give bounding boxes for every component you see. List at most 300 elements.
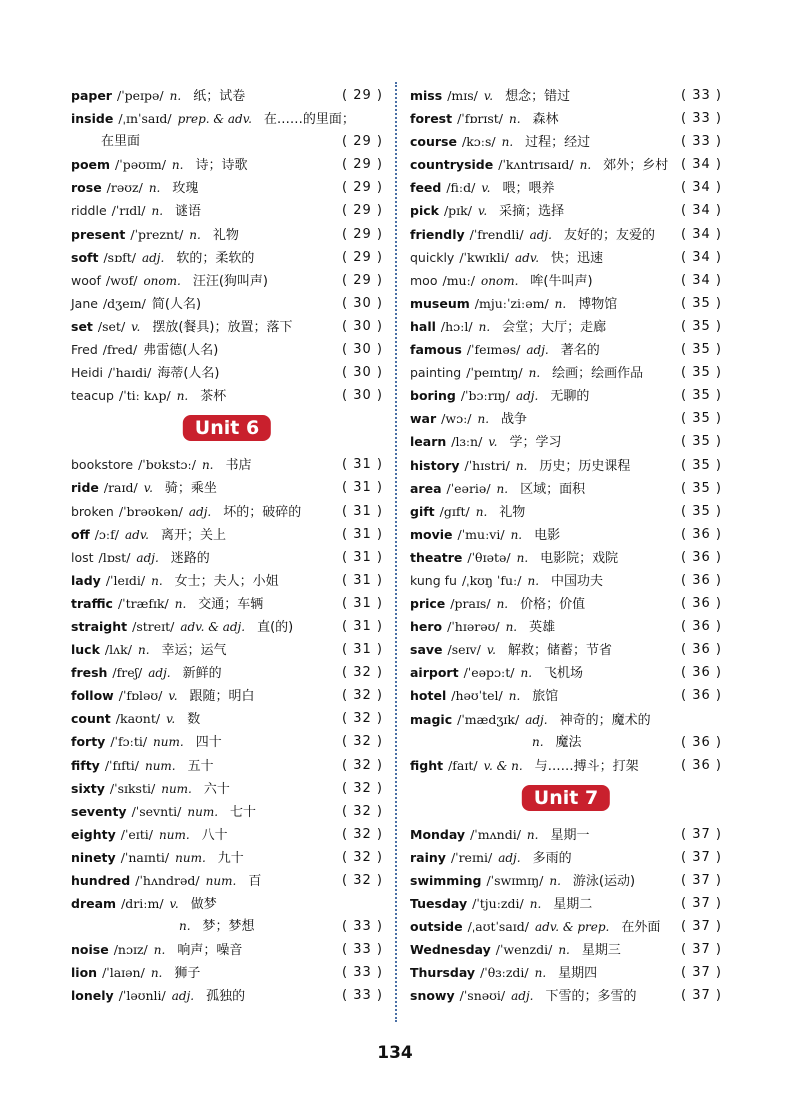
entry-meaning: 喂；喂养 — [502, 181, 555, 197]
entry-part-of-speech: adj. — [511, 989, 534, 1004]
entry-word: traffic — [71, 595, 113, 611]
vocab-entry — [71, 961, 383, 984]
entry-page-ref: ( 35 ) — [681, 365, 722, 381]
entry-part-of-speech: n. — [528, 366, 541, 381]
entry-phonetic: /raɪd/ — [103, 480, 138, 496]
vocab-entry — [410, 407, 722, 430]
entry-meaning: 著名的 — [560, 343, 600, 359]
entry-word: sixty — [71, 780, 105, 796]
entry-part-of-speech: n. — [148, 181, 161, 196]
vocab-entry — [71, 615, 383, 638]
entry-phonetic: /ˈpeɪntɪŋ/ — [466, 365, 523, 381]
vocab-entry — [410, 846, 722, 869]
entry-word: movie — [410, 526, 453, 542]
entry-meaning: 旅馆 — [532, 689, 559, 705]
entry-part-of-speech: num. — [205, 874, 237, 888]
entry-meaning: 星期二 — [553, 897, 593, 913]
entry-page-ref: ( 33 ) — [342, 965, 383, 981]
entry-part-of-speech: onom. — [481, 273, 519, 288]
entry-phonetic: /pɪk/ — [443, 203, 472, 219]
vocab-entry — [410, 246, 722, 269]
entry-part-of-speech: n. — [189, 227, 201, 242]
entry-meaning: 诗；诗歌 — [195, 158, 248, 174]
entry-word: seventy — [71, 803, 127, 819]
vocab-entry — [410, 915, 722, 938]
vocab-entry — [410, 823, 722, 846]
entry-phonetic: /ˈpeɪpə/ — [116, 88, 164, 103]
entry-word: miss — [410, 88, 443, 103]
entry-phonetic: /ˈtræfɪk/ — [117, 595, 169, 611]
entry-part-of-speech: num. — [175, 850, 206, 865]
entry-phonetic: /seɪv/ — [447, 642, 481, 658]
entry-page-ref: ( 34 ) — [681, 203, 722, 219]
entry-part-of-speech: adv. & adj. — [180, 619, 246, 634]
vocab-entry — [410, 615, 722, 638]
entry-phonetic: /ˈmædʒɪk/ — [457, 711, 520, 727]
entry-phonetic: /ˈlaɪən/ — [102, 965, 145, 981]
entry-page-ref: ( 31 ) — [342, 572, 383, 588]
entry-meaning: 六十 — [203, 781, 230, 797]
entry-word: course — [410, 134, 457, 150]
entry-part-of-speech: v. — [483, 89, 494, 103]
vocab-entry — [410, 638, 722, 661]
vocab-entry — [71, 176, 383, 199]
vocab-entry — [71, 453, 383, 476]
entry-phonetic: /ˈhʌndrəd/ — [135, 873, 200, 888]
vocab-entry — [71, 292, 383, 315]
entry-page-ref: ( 33 ) — [342, 919, 383, 935]
vocab-entry — [410, 892, 722, 915]
entry-page-ref: ( 31 ) — [342, 503, 383, 519]
entry-meaning: 坏的；破碎的 — [223, 504, 302, 520]
entry-phonetic: /ˈfɒləʊ/ — [118, 688, 163, 704]
entry-page-ref: ( 35 ) — [681, 457, 722, 473]
entry-part-of-speech: n. — [579, 158, 592, 173]
entry-page-ref: ( 35 ) — [681, 503, 722, 519]
entry-meaning: 历史；历史课程 — [539, 458, 631, 474]
vocab-entry — [71, 199, 383, 222]
vocab-entry — [410, 592, 722, 615]
entry-page-ref: ( 35 ) — [681, 434, 722, 450]
entry-phonetic: /ˈθɪətə/ — [467, 549, 511, 565]
entry-part-of-speech: v. — [166, 712, 176, 727]
entry-phonetic: /ˈkwɪkli/ — [459, 249, 510, 265]
entry-part-of-speech: n. — [179, 919, 191, 934]
entry-meaning: 星期一 — [550, 827, 590, 843]
vocab-entry — [410, 661, 722, 684]
entry-meaning: 响声；噪音 — [177, 943, 243, 959]
entry-word: present — [71, 226, 126, 242]
entry-word: fight — [410, 757, 444, 773]
entry-page-ref: ( 29 ) — [342, 157, 383, 173]
entry-page-ref: ( 37 ) — [681, 942, 722, 958]
vocab-entry — [71, 107, 383, 130]
vocab-entry — [410, 546, 722, 569]
entry-page-ref: ( 29 ) — [342, 272, 383, 288]
entry-part-of-speech: n. — [505, 620, 518, 635]
entry-page-ref: ( 35 ) — [681, 388, 722, 404]
vocab-entry — [410, 153, 722, 176]
entry-part-of-speech: v. — [143, 481, 153, 496]
vocab-entry — [410, 961, 722, 984]
entry-page-ref: ( 37 ) — [681, 919, 722, 935]
entry-page-ref: ( 32 ) — [342, 780, 383, 796]
entry-part-of-speech: n. — [478, 319, 491, 334]
entry-word: rose — [71, 180, 102, 196]
entry-word: magic — [410, 711, 453, 727]
entry-phonetic: /ˈbʊkstɔː/ — [138, 457, 196, 473]
entry-page-ref: ( 36 ) — [681, 688, 722, 704]
entry-phonetic: /faɪt/ — [448, 757, 478, 773]
vocab-entry — [71, 546, 383, 569]
entry-meaning: 谜语 — [175, 204, 202, 220]
vocab-entry — [71, 800, 383, 823]
entry-word: Heidi — [71, 365, 103, 381]
entry-part-of-speech: n. — [510, 527, 523, 542]
entry-part-of-speech: n. — [475, 504, 488, 519]
vocab-entry — [410, 176, 722, 199]
entry-meaning: 纸；试卷 — [193, 89, 246, 104]
entry-word: teacup — [71, 388, 114, 404]
entry-word: dream — [71, 896, 117, 912]
entry-meaning: 区域；面积 — [520, 481, 586, 497]
entry-phonetic: /ˈfɒrɪst/ — [457, 111, 503, 127]
entry-word: price — [410, 596, 446, 612]
entry-phonetic: /ˈsnəʊi/ — [459, 988, 506, 1004]
entry-page-ref: ( 33 ) — [681, 134, 722, 150]
vocab-entry — [410, 430, 722, 453]
entry-part-of-speech: adj. — [529, 227, 552, 242]
entry-meaning: 在……的里面； — [263, 112, 355, 128]
entry-phonetic: /ˈmʌndi/ — [470, 826, 521, 842]
entry-page-ref: ( 29 ) — [342, 203, 383, 219]
entry-phonetic: /ˈfɪfti/ — [104, 757, 139, 773]
entry-word: kung fu — [410, 572, 457, 588]
entry-word: forest — [410, 111, 453, 127]
entry-word: friendly — [410, 226, 465, 242]
entry-phonetic: /ˌaʊtˈsaɪd/ — [467, 919, 530, 935]
entry-page-ref: ( 31 ) — [342, 457, 383, 473]
entry-page-ref: ( 36 ) — [681, 549, 722, 565]
entry-phonetic: /ˈθɜːzdi/ — [480, 965, 529, 981]
vocab-entry — [410, 477, 722, 500]
vocab-entry — [410, 569, 722, 592]
entry-meaning: 数 — [187, 712, 201, 728]
entry-part-of-speech: adv. — [124, 527, 149, 542]
entry-page-ref: ( 33 ) — [342, 988, 383, 1004]
entry-meaning: 英雄 — [529, 620, 556, 636]
entry-page-ref: ( 36 ) — [681, 642, 722, 658]
entry-part-of-speech: n. — [549, 874, 561, 888]
entry-phonetic: /ˈreɪni/ — [450, 849, 493, 865]
entry-part-of-speech: v. — [488, 435, 498, 450]
entry-word: hundred — [71, 873, 131, 888]
entry-meaning: 直(的) — [257, 619, 294, 635]
entry-part-of-speech: num. — [144, 758, 176, 773]
entry-word: eighty — [71, 826, 116, 842]
vocab-entry — [71, 684, 383, 707]
entry-phonetic: /ˈpreznt/ — [130, 226, 184, 242]
entry-part-of-speech: n. — [150, 966, 163, 981]
right-column — [410, 84, 722, 1008]
entry-meaning: 中国功夫 — [551, 573, 604, 589]
entry-meaning: 礼物 — [212, 227, 239, 243]
entry-word: noise — [71, 942, 109, 958]
entry-meaning: 做梦 — [190, 897, 217, 913]
entry-phonetic: /praɪs/ — [450, 596, 491, 612]
entry-page-ref: ( 36 ) — [681, 596, 722, 612]
entry-phonetic: /ɔːf/ — [94, 526, 119, 542]
entry-part-of-speech: n. — [496, 481, 509, 496]
vocab-entry — [410, 984, 722, 1007]
entry-meaning: 在里面 — [101, 134, 141, 150]
entry-part-of-speech: n. — [520, 666, 533, 681]
unit-badge: Unit 6 — [183, 415, 271, 441]
entry-meaning: 四十 — [195, 735, 222, 751]
entry-word: feed — [410, 180, 442, 196]
entry-word: straight — [71, 618, 128, 634]
entry-phonetic: /ˈwenzdi/ — [495, 942, 553, 958]
entry-word: museum — [410, 295, 470, 311]
entry-meaning: 神奇的；魔术的 — [559, 712, 651, 728]
entry-part-of-speech: n. — [496, 597, 509, 612]
vocab-entry — [410, 107, 722, 130]
entry-phonetic: /freʃ/ — [112, 665, 143, 681]
entry-phonetic: /ˈfrendli/ — [469, 226, 524, 242]
entry-word: learn — [410, 434, 447, 450]
entry-meaning: 星期四 — [558, 966, 598, 982]
entry-meaning: 无聊的 — [550, 389, 590, 405]
entry-page-ref: ( 37 ) — [681, 965, 722, 981]
entry-part-of-speech: adv. & prep. — [535, 920, 610, 935]
entry-page-ref: ( 36 ) — [681, 619, 722, 635]
entry-part-of-speech: num. — [161, 781, 192, 796]
entry-page-ref: ( 30 ) — [342, 388, 383, 404]
vocab-entry — [71, 269, 383, 292]
entry-word: history — [410, 457, 460, 473]
entry-word: pick — [410, 203, 439, 219]
vocab-entry — [410, 523, 722, 546]
vocab-entry — [410, 500, 722, 523]
entry-phonetic: /driːm/ — [121, 896, 164, 912]
entry-part-of-speech: n. — [169, 89, 182, 103]
vocab-entry — [71, 476, 383, 499]
page-number: 134 — [377, 1043, 413, 1063]
entry-page-ref: ( 37 ) — [681, 849, 722, 865]
entry-part-of-speech: v. — [169, 897, 179, 912]
entry-word: broken — [71, 503, 114, 519]
entry-page-ref: ( 36 ) — [681, 526, 722, 542]
entry-page-ref: ( 32 ) — [342, 711, 383, 727]
entry-phonetic: /gɪft/ — [439, 503, 470, 519]
vocab-entry — [410, 223, 722, 246]
entry-meaning: 孤独的 — [206, 989, 246, 1005]
entry-meaning: 电影 — [534, 527, 561, 543]
entry-meaning: 礼物 — [499, 504, 526, 520]
entry-part-of-speech: adj. — [526, 343, 549, 358]
entry-meaning: 多雨的 — [532, 850, 572, 866]
entry-part-of-speech: n. — [515, 458, 528, 473]
entry-phonetic: /ˈswɪmɪŋ/ — [486, 873, 544, 888]
entry-meaning: 想念；错过 — [505, 89, 571, 104]
entry-part-of-speech: num. — [159, 827, 190, 842]
entry-continuation — [410, 731, 722, 754]
entry-part-of-speech: n. — [508, 689, 521, 704]
entry-page-ref: ( 31 ) — [342, 526, 383, 542]
vocab-entry — [410, 84, 722, 107]
entry-meaning: 绘画；绘画作品 — [552, 366, 644, 382]
vocab-entry — [71, 661, 383, 684]
vocab-entry — [410, 292, 722, 315]
entry-page-ref: ( 31 ) — [342, 618, 383, 634]
entry-meaning: 星期三 — [581, 943, 621, 959]
column-divider — [395, 82, 397, 1022]
entry-page-ref: ( 32 ) — [342, 826, 383, 842]
entry-word: countryside — [410, 157, 494, 173]
entry-word: boring — [410, 388, 456, 404]
entry-word: ride — [71, 480, 99, 496]
entry-page-ref: ( 35 ) — [681, 411, 722, 427]
vocab-entry — [71, 500, 383, 523]
entry-word: lady — [71, 572, 101, 588]
vocab-entry — [71, 246, 383, 269]
entry-meaning: 采摘；选择 — [499, 204, 565, 220]
vocab-entry — [71, 315, 383, 338]
entry-meaning: 幸运；运气 — [161, 643, 227, 659]
entry-phonetic: /ˈnaɪnti/ — [120, 849, 170, 865]
entry-meaning: 摆放(餐具)；放置；落下 — [152, 319, 293, 335]
entry-word: gift — [410, 503, 435, 519]
entry-word: off — [71, 526, 90, 542]
entry-word: set — [71, 318, 93, 334]
entry-meaning: 九十 — [217, 850, 244, 866]
vocab-entry — [410, 361, 722, 384]
vocab-entry — [71, 638, 383, 661]
entry-part-of-speech: n. — [153, 943, 166, 958]
entry-part-of-speech: v. — [481, 181, 491, 196]
entry-meaning: 快；迅速 — [551, 250, 604, 266]
vocab-entry — [410, 338, 722, 361]
entry-page-ref: ( 29 ) — [342, 88, 383, 103]
entry-meaning: 哞(牛叫声) — [530, 273, 593, 289]
entry-part-of-speech: adj. — [498, 850, 521, 865]
entry-page-ref: ( 36 ) — [681, 572, 722, 588]
entry-page-ref: ( 30 ) — [342, 318, 383, 334]
entry-word: Jane — [71, 295, 98, 311]
entry-page-ref: ( 34 ) — [681, 272, 722, 288]
entry-page-ref: ( 35 ) — [681, 342, 722, 358]
vocab-entry — [71, 938, 383, 961]
entry-phonetic: /fiːd/ — [446, 180, 476, 196]
entry-phonetic: /wʊf/ — [105, 272, 138, 288]
entry-phonetic: /muː/ — [442, 272, 476, 288]
entry-word: famous — [410, 342, 462, 358]
entry-meaning: 解救；储蓄；节省 — [507, 643, 612, 659]
entry-word: Tuesday — [410, 896, 468, 912]
entry-word: airport — [410, 665, 459, 681]
entry-part-of-speech: v. — [168, 689, 178, 704]
entry-word: bookstore — [71, 457, 134, 473]
entry-word: follow — [71, 688, 114, 704]
entry-phonetic: /ˈfeɪməs/ — [466, 342, 521, 358]
entry-phonetic: /ˈeɪti/ — [120, 826, 154, 842]
entry-word: woof — [71, 272, 101, 288]
entry-meaning: 五十 — [187, 758, 214, 774]
entry-part-of-speech: adj. — [525, 712, 548, 727]
entry-word: lonely — [71, 988, 114, 1004]
entry-page-ref: ( 34 ) — [681, 249, 722, 265]
entry-page-ref: ( 30 ) — [342, 342, 383, 358]
entry-phonetic: /ˈbrəʊkən/ — [118, 503, 183, 519]
entry-page-ref: ( 31 ) — [342, 480, 383, 496]
entry-page-ref: ( 33 ) — [681, 88, 722, 103]
entry-word: outside — [410, 919, 463, 935]
entry-meaning: 狮子 — [174, 966, 201, 982]
entry-page-ref: ( 32 ) — [342, 803, 383, 819]
entry-phonetic: /hɔːl/ — [440, 318, 473, 334]
entry-phonetic: /ˌkʊŋ ˈfuː/ — [461, 572, 522, 588]
entry-word: Monday — [410, 826, 466, 842]
entry-part-of-speech: adj. — [136, 550, 159, 565]
entry-page-ref: ( 37 ) — [681, 873, 722, 888]
entry-page-ref: ( 33 ) — [342, 942, 383, 958]
entry-word: snowy — [410, 988, 455, 1004]
entry-part-of-speech: n. — [151, 573, 163, 588]
entry-page-ref: ( 34 ) — [681, 157, 722, 173]
entry-meaning: 过程；经过 — [525, 135, 591, 151]
entry-word: poem — [71, 157, 111, 173]
entry-meaning: 八十 — [201, 827, 228, 843]
entry-part-of-speech: v. — [477, 204, 488, 219]
entry-meaning: 学；学习 — [509, 435, 562, 451]
entry-part-of-speech: adj. — [515, 389, 539, 404]
entry-word: theatre — [410, 549, 463, 565]
entry-word: war — [410, 411, 437, 427]
entry-continuation — [71, 915, 383, 938]
entry-page-ref: ( 31 ) — [342, 595, 383, 611]
entry-phonetic: /wɔː/ — [441, 411, 472, 427]
entry-phonetic: /mɪs/ — [447, 88, 478, 103]
entry-word: area — [410, 480, 442, 496]
entry-phonetic: /həʊˈtel/ — [451, 688, 503, 704]
entry-word: hall — [410, 318, 436, 334]
entry-part-of-speech: adj. — [171, 989, 195, 1004]
entry-meaning: 软的；柔软的 — [176, 250, 255, 266]
entry-page-ref: ( 37 ) — [681, 988, 722, 1004]
vocab-entry — [410, 199, 722, 222]
entry-part-of-speech: n. — [532, 734, 544, 749]
entry-page-ref: ( 37 ) — [681, 826, 722, 842]
entry-part-of-speech: adj. — [188, 504, 212, 519]
entry-meaning: 友好的；友爱的 — [563, 227, 655, 243]
entry-meaning: 下雪的；多雪的 — [545, 989, 637, 1005]
entry-part-of-speech: v. — [131, 319, 141, 334]
entry-meaning: 跟随；明白 — [189, 689, 255, 705]
vocab-entry — [410, 384, 722, 407]
entry-phonetic: /nɔɪz/ — [113, 942, 148, 958]
entry-part-of-speech: n. — [529, 897, 542, 912]
vocab-entry — [71, 892, 383, 915]
entry-meaning: 海蒂(人名) — [157, 366, 220, 382]
entry-meaning: 汪汪(狗叫声) — [192, 273, 268, 289]
entry-meaning: 交通；车辆 — [198, 596, 264, 612]
entry-part-of-speech: n. — [526, 827, 539, 842]
entry-meaning: 梦；梦想 — [202, 919, 255, 935]
entry-meaning: 在外面 — [621, 920, 661, 936]
entry-part-of-speech: n. — [509, 112, 521, 127]
entry-phonetic: /ˈhɪərəʊ/ — [447, 619, 500, 635]
entry-page-ref: ( 35 ) — [681, 295, 722, 311]
